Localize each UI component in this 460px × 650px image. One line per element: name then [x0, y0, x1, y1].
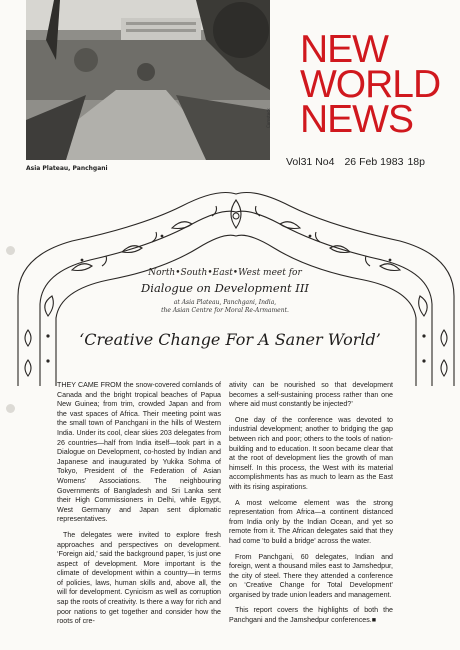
issue-date: 26 Feb 1983	[344, 156, 404, 168]
article-paragraph: THEY CAME FROM the snow-covered cornlands of Canada and the bright tropical beaches of Papua New Guinea; from trim, crowded Japan and from the vast spaces of Africa. Their meeting point was the small town of Panchgani in the hills of Western India. Under its cool, clear skies 203 delegates from 26 countries—half from India itself—took part in a Dialogue on Development, co-hosted by Indian and Japanese and inaugurated by Yukika Sohma of Tokyo, President of the Federation of Asian Womens’ Associations. The neighbouring Governments of Bangladesh and Sri Lanka sent their High Commissioners in Delhi, while Egypt, West Germany and Japan sent diplomatic representatives.	[57, 381, 221, 524]
masthead-line-1: NEW	[300, 28, 388, 71]
heading-location-2: the Asian Centre for Moral Re-Armament.	[161, 307, 289, 314]
article-title: ‘Creative Change For A Saner World’	[79, 330, 381, 349]
article-column-right	[229, 381, 393, 632]
masthead-line-2: WORLD	[300, 63, 441, 106]
heading-location-1: at Asia Plateau, Panchgani, India,	[173, 299, 277, 306]
article-column-left	[57, 381, 221, 633]
article-paragraph: This report covers the highlights of both the Panchgani and the Jamshedpur conferences.■	[229, 606, 393, 625]
issue-volume: Vol31 No4	[286, 156, 335, 168]
photo-credit: Comstock	[266, 108, 271, 128]
article-paragraph: One day of the conference was devoted to industrial development; another to bridging the gap between rich and poor; others to the tools of nation-building and to education. It soon became clear that at the root of development lies the growth of man himself. In this process, the West with its material accomplishments has as much to learn as the East with its rising aspirations.	[229, 415, 393, 491]
issue-line	[286, 156, 435, 168]
photo-caption: Asia Plateau, Panchgani	[26, 165, 108, 172]
masthead-line-3: NEWS	[300, 98, 413, 141]
conference-heading	[95, 268, 355, 315]
masthead-logo	[300, 28, 450, 141]
heading-kicker: North•South•East•West meet for	[148, 268, 302, 278]
article-paragraph: The delegates were invited to explore fresh approaches and perspectives on development. ‘Foreign aid,’ said the background paper, ‘is just one aspect of development. More important is the climate of development within a country—in terms of policies, laws, human skills and, above all, the will for development. Cynicism as well as corruption sap the roots of creativity. Is there a way for rich and poor nations to get together and consider how the roots of cre-	[57, 530, 221, 626]
punch-hole-bottom	[6, 404, 15, 413]
cover-photo	[26, 0, 270, 160]
article-paragraph: ativity can be nourished so that development becomes a self-sustaining process rather than one where aid must constantly be injected?’	[229, 381, 393, 409]
heading-title: Dialogue on Development III	[141, 281, 309, 295]
article-paragraph: A most welcome element was the strong representation from Africa—a continent distanced from India only by the Indian Ocean, and yet so remote from it. The African delegates said that they had come ‘to build a bridge’ across the water.	[229, 498, 393, 545]
issue-price: 18p	[407, 156, 425, 168]
article-paragraph: From Panchgani, 60 delegates, Indian and foreign, went a thousand miles east to Jamshedpur, the city of steel. There they attended a conference on ‘Creative Change for Total Development’ organised by trade union leaders and management.	[229, 552, 393, 599]
